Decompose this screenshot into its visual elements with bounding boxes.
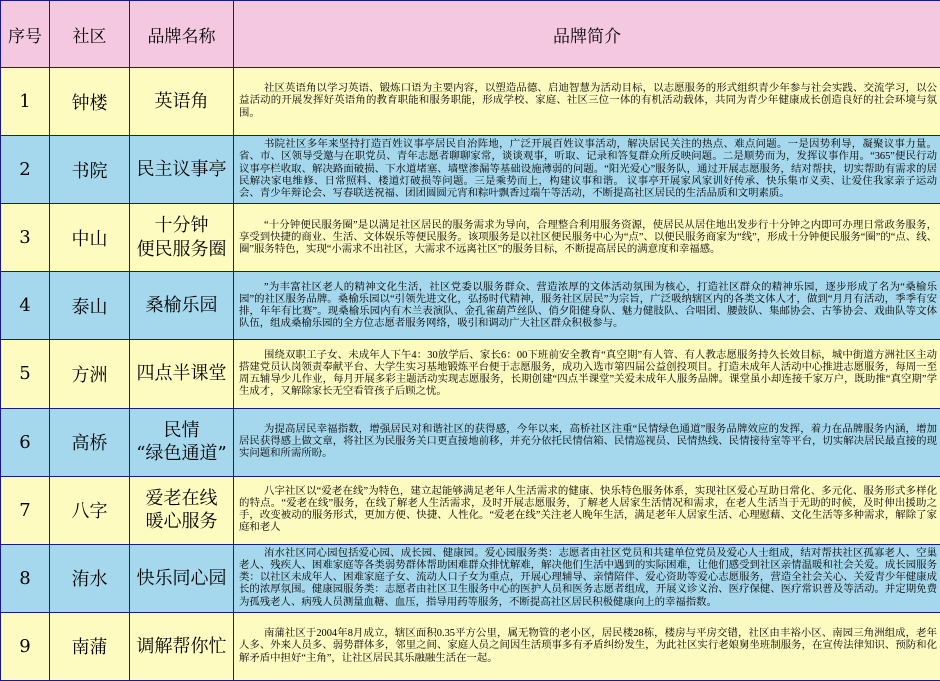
row-brand-description: 为提高居民幸福指数，增强居民对和谐社区的获得感，今年以来，高桥社区注重“民情绿色通道”服务品牌效应的发挥，着力在品牌服务内涵，增加居民获得感上做文章，将社区为民服务关口更直接地前移，并充分依托民情信箱、民情巡视员、民情热线、民情接待室等平台，切实解决居民最直接的现实问题和所需所盼。 [234,408,940,476]
row-brand-description: 社区英语角以学习英语、锻炼口语为主要内容，以塑造品德、启迪智慧为活动目标，以志愿服务的形式组织青少年参与社会实践、交流学习，以公益活动的开展发挥好英语角的教育职能和服务职能，形成学校、家庭、社区三位一体的有机活动载体，共同为青少年健康成长创造良好的社会环境与氛围。 [234,68,940,136]
header-brand-name: 品牌名称 [130,1,234,68]
row-brand-name: 四点半课堂 [130,340,234,408]
row-number: 8 [1,544,50,612]
row-number: 6 [1,408,50,476]
row-brand-name: 十分钟 便民服务圈 [130,204,234,272]
row-community: 书院 [50,136,130,204]
table-row [1,408,940,476]
row-brand-name: 英语角 [130,68,234,136]
row-community: 方洲 [50,340,130,408]
header-brand-description: 品牌简介 [234,1,940,68]
table-header-row [1,1,940,68]
header-number: 序号 [1,1,50,68]
table-row [1,68,940,136]
table-row [1,612,940,680]
row-number: 9 [1,612,50,680]
row-number: 2 [1,136,50,204]
row-community: 泰山 [50,272,130,340]
row-brand-description: “十分钟便民服务圈”是以满足社区居民的服务需求为导向，合理整合利用服务资源，使居民从居住地出发步行十分钟之内即可办理日常政务服务，享受到快捷的商业、生活、文体娱乐等便民服务。该项服务是以社区便民服务中心为“点”、以便民服务商家为“线”，形成十分钟便民服务“圈”的“点、线、圈”服务特色，实现“小需求不出社区，大需求不远离社区”的服务目标，不断提高居民的满意度和幸福感。 [234,204,940,272]
table-row [1,476,940,544]
row-brand-description: 八字社区以“爱老在线”为特色，建立起能够满足老年人生活需求的健康、快乐特色服务体系，实现社区爱心互助日常化、多元化、服务形式多样化的特点。“爱老在线”服务，在线了解老人生活需求，及时开展志愿服务，了解老人居家生活情况和需求，在老人生活当于无助的时候，及时伸出援助之手，改变被动的服务形式，更加方便、快捷、人性化。“爱老在线”关注老人晚年生活，满足老年人居家生活、心理慰藉、文化生活等多种需求，解除了家庭和老人 [234,476,940,544]
row-number: 4 [1,272,50,340]
header-community: 社区 [50,1,130,68]
row-number: 3 [1,204,50,272]
row-brand-description: 围绕双职工子女、未成年人下午4：30放学后、家长6：00下班前安全教育“真空期”有人管、有人教志愿服务持久长效目标，城中街道方洲社区主动搭建党员认岗领责奉献平台、大学生实习基地锻炼平台便于志愿服务，成功入选市第四届公益创投项目。打造未成年人活动中心推进志愿服务，每周一至周五辅导少儿作业，每月开展多彩主题活动实现志愿服务，长期创建“四点半课堂”关爱未成年人服务品牌。课堂虽小却连接千家万户，既助推“真空期”学生成才，又解除家长无空看管孩子后顾之忧。 [234,340,940,408]
row-number: 7 [1,476,50,544]
table-row [1,204,940,272]
row-community: 高桥 [50,408,130,476]
row-brand-description: 南蒲社区于2004年8月成立，辖区面积0.35平方公里，属无物管的老小区，居民楼28栋，楼房与平房交错，社区由丰裕小区、南园三角洲组成，老年人多、外来人员多、弱势群体多，邻里之间、家庭人员之间因生活琐事多有矛盾纠纷发生，为此社区实行老娘舅坐班制服务，在宣传法律知识、预防和化解矛盾中担好“主角”，让社区居民其乐融融生活在一起。 [234,612,940,680]
table-row [1,340,940,408]
table-row [1,136,940,204]
row-number: 1 [1,68,50,136]
row-community: 南蒲 [50,612,130,680]
row-brand-name: 快乐同心园 [130,544,234,612]
table-row [1,272,940,340]
row-community: 中山 [50,204,130,272]
row-brand-name: 民主议事亭 [130,136,234,204]
row-brand-description: ”为丰富社区老人的精神文化生活，社区党委以服务群众、营造浓厚的文体活动氛围为核心，打造社区群众的精神乐园，逐步形成了名为“桑榆乐园”的社区服务品牌。桑榆乐园以“引领先进文化，弘扬时代精神，服务社区居民”为宗旨，广泛吸纳辖区内的各类文体人才，做到“月月有活动，季季有安排，年年有比赛”。现桑榆乐园内有木兰表演队、金孔雀葫芦丝队、俏夕阳健身队、魅力健肢队、合唱团、腰鼓队、集邮协会、古筝协会、戏曲队等文体队伍，组成桑榆乐园的全方位志愿者服务网络，吸引和调动广大社区群众积极参与。 [234,272,940,340]
row-brand-name: 调解帮你忙 [130,612,234,680]
row-community: 钟楼 [50,68,130,136]
row-brand-description: 洧水社区同心园包括爱心园、成长园、健康园。爱心园服务类：志愿者由社区党员和共建单位党员及爱心人士组成，结对帮扶社区孤寡老人、空巢老人、残疾人、困难家庭等各类弱势群体帮助困难群众排忧解难，解决他们生活中遇到的实际困难，让他们感受到社区亲情温暖和社会关爱。成长园服务类：以社区未成年人、困难家庭子女、流动人口子女为重点，开展心理辅导、亲情陪伴、爱心资助等爱心志愿服务，营造全社会关心、关爱青少年健康成长的浓厚氛围。健康园服务类：志愿者由社区卫生服务中心的医护人员和医务志愿者组成，开展义诊义治、医疗保健、医疗常识普及等活动。并定期免费为孤残老人、病残人员测量血糖、血压，指导用药等服务，不断提高社区居民积极健康向上的幸福指数。 [234,544,940,612]
row-community: 洧水 [50,544,130,612]
table-row [1,544,940,612]
row-number: 5 [1,340,50,408]
row-community: 八字 [50,476,130,544]
row-brand-description: 书院社区多年来坚持打造百姓议事亭居民自治阵地，广泛开展百姓议事活动，解决居民关注的热点、难点问题。一是因势利导，凝聚议事力量。省、市、区领导受邀与在职党员、青年志愿者聊聊家常，谈谈观事，听取、记录和答复群众所反映问题。二是顺势而为，发挥议事作用。“365”便民行动议事亭栏收取、解决路面破损、下水道堵塞、墙壁渗漏等基础设施薄弱的问题。“阳光爱心”服务队，通过开展志愿服务，结对帮扶，切实帮助有需求的居民解决家电维修、日常照料、楼道灯破损等问题。三是乘势而上，构建议事和谐。 议事亭开展家风家训好传承、快乐集市义卖、让爱住我家亲子运动会、青少年辩论会、写春联送祝福、团团圆圆元宵和粽叶飘香过端午等活动，不断提高社区居民的生活品质和文明素质。 [234,136,940,204]
row-brand-name: 爱老在线 暖心服务 [130,476,234,544]
row-brand-name: 桑榆乐园 [130,272,234,340]
row-brand-name: 民情 “绿色通道” [130,408,234,476]
